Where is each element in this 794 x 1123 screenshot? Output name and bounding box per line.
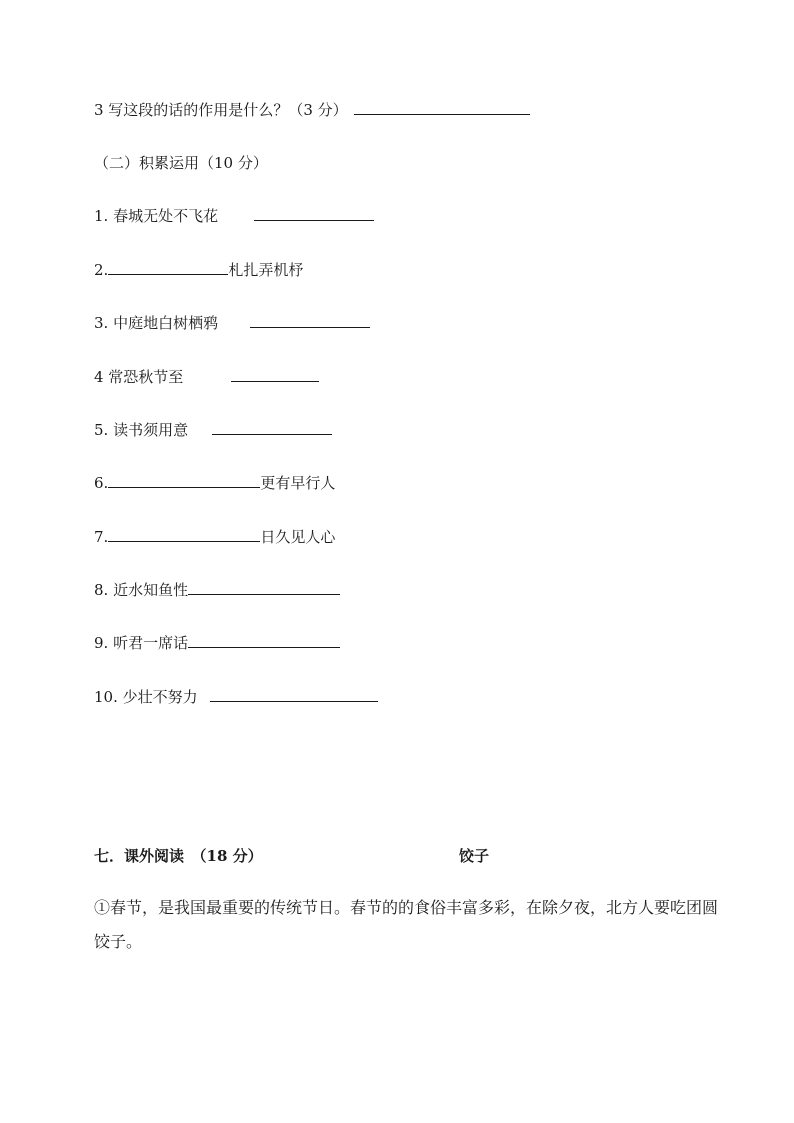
item-4 [94,367,319,387]
item-6-number: 6. [94,474,109,492]
item-4-text: 4 常恐秋节至 [94,368,184,386]
question-3 [94,100,530,120]
item-2-text: 札扎弄机杼 [228,261,304,279]
passage-paragraph-1: ①春节，是我国最重要的传统节日。春节的的食俗丰富多彩，在除夕夜，北方人要吃团圆饺子。 [94,898,719,951]
item-9-text: 9. 听君一席话 [94,634,189,652]
item-10-blank[interactable] [210,687,378,702]
item-2-blank[interactable] [108,260,228,275]
item-3 [94,313,370,333]
section-2-title: （二）积累运用（10 分） [94,154,268,172]
item-6-blank[interactable] [108,473,260,488]
item-3-blank[interactable] [250,313,370,328]
question-3-text: 3 写这段的话的作用是什么？（3 分） [94,101,348,119]
answer-blank[interactable] [354,100,530,115]
item-8 [94,580,340,600]
item-1-text: 1. 春城无处不飞花 [94,207,219,225]
item-7-text: 日久见人心 [260,528,336,546]
section-7-title: 七．课外阅读 （18 分） [94,847,263,865]
item-9-blank[interactable] [188,633,340,648]
item-4-blank[interactable] [231,367,319,382]
item-6 [94,473,335,493]
item-3-text: 3. 中庭地白树栖鸦 [94,314,219,332]
item-10 [94,687,378,707]
item-7-number: 7. [94,528,109,546]
item-6-text: 更有早行人 [260,474,336,492]
item-5 [94,420,332,440]
item-2-number: 2. [94,261,109,279]
item-2 [94,260,303,280]
item-8-text: 8. 近水知鱼性 [94,581,189,599]
item-1 [94,206,374,226]
item-8-blank[interactable] [188,580,340,595]
item-1-blank[interactable] [254,206,374,221]
item-5-blank[interactable] [212,420,332,435]
item-7 [94,527,335,547]
item-10-text: 10. 少壮不努力 [94,688,198,706]
item-9 [94,633,340,653]
passage-title: 饺子 [459,847,490,865]
item-5-text: 5. 读书须用意 [94,421,189,439]
item-7-blank[interactable] [108,527,260,542]
